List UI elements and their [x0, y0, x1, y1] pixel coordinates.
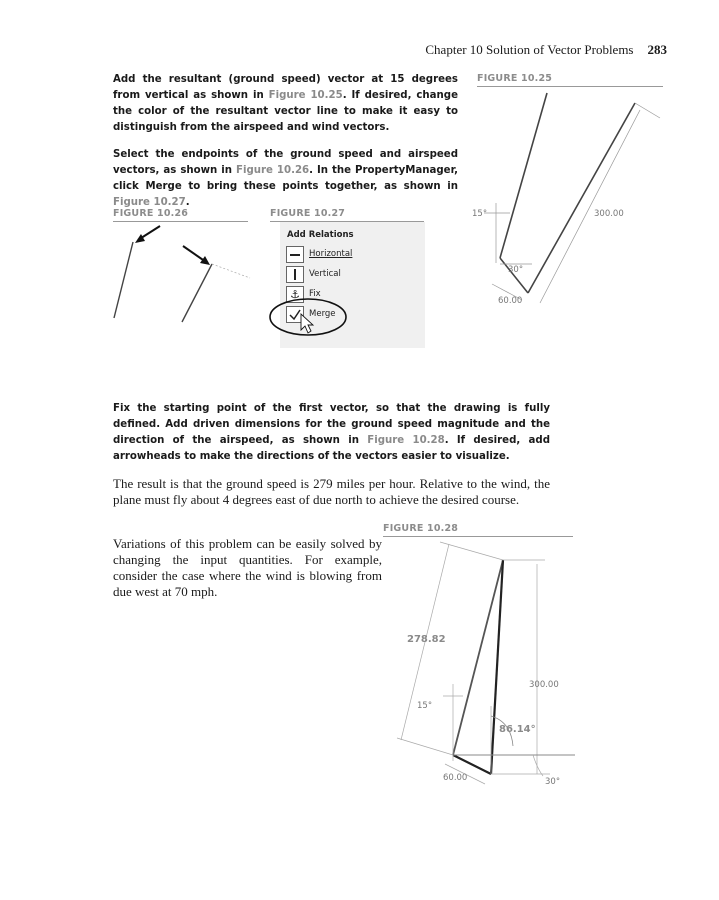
paragraph-result: The result is that the ground speed is 279 miles per hour. Relative to the wind, the plane must fly about 4 degrees east of due north to achieve the desired course. [113, 476, 550, 507]
extension-line-top [440, 542, 503, 560]
figure-10-26-caption: FIGURE 10.26 [113, 208, 248, 222]
cursor-icon [301, 314, 313, 333]
angle-arc-30 [533, 755, 543, 776]
page-number: 283 [647, 42, 667, 57]
figure-10-26-drawing [108, 220, 258, 335]
figure-10-28-caption: FIGURE 10.28 [383, 523, 573, 537]
fix-anchor-icon: ⚓ [286, 286, 304, 303]
relation-label: Merge [309, 309, 336, 319]
wind-vector [500, 258, 528, 293]
paragraph-text: . If desired, change the color of the resultant vector line to make it easy to distinguish from the airspeed and wind vectors. [113, 90, 458, 133]
label-300: 300.00 [529, 680, 559, 690]
add-relations-title: Add Relations [287, 230, 354, 240]
paragraph-text: . [185, 197, 190, 208]
figure-ref-10-28[interactable]: Figure 10.28 [367, 435, 445, 446]
label-15-deg: 15° [417, 701, 433, 711]
horizontal-icon [286, 246, 304, 263]
ground-speed-vector [114, 242, 133, 318]
paragraph-text: Add the resultant (ground speed) vector at 15 degrees from vertical as shown in [113, 74, 458, 101]
relation-label: Fix [309, 289, 321, 299]
airspeed-vector [182, 264, 212, 322]
extension-line-bottom [397, 738, 453, 755]
label-300: 300.00 [594, 209, 624, 219]
paragraph-text: . In the PropertyManager, click Merge to bring these points together, as shown in [113, 165, 458, 192]
label-60: 60.00 [498, 296, 523, 306]
label-27882: 278.82 [407, 634, 446, 645]
ground-speed-vector [500, 93, 547, 258]
paragraph-merge [113, 147, 458, 211]
airspeed-vector [528, 103, 635, 293]
chapter-title: Chapter 10 Solution of Vector Problems [425, 42, 634, 57]
figure-10-28-drawing [385, 536, 585, 816]
relation-vertical[interactable] [286, 266, 341, 283]
construction-line [212, 264, 250, 278]
dim-line-300 [540, 110, 640, 303]
label-30-deg: 30° [545, 777, 561, 787]
relation-horizontal[interactable] [286, 246, 353, 263]
vertical-icon [286, 266, 304, 283]
label-8614-deg: 86.14° [499, 724, 536, 735]
label-60: 60.00 [443, 773, 468, 783]
figure-10-25-drawing [470, 88, 670, 318]
extension-line [635, 103, 660, 118]
paragraph-text: Select the endpoints of the ground speed and airspeed vectors, as shown in [113, 149, 458, 176]
airspeed-vector [491, 560, 503, 774]
relation-label: Horizontal [309, 249, 353, 259]
relation-label: Vertical [309, 269, 341, 279]
figure-ref-10-27[interactable]: Figure 10.27 [113, 197, 186, 208]
figure-ref-10-25[interactable]: Figure 10.25 [268, 90, 343, 101]
paragraph-text: . If desired, add arrowheads to make the directions of the vectors easier to visualize. [113, 435, 550, 462]
paragraph-fix [113, 401, 550, 465]
figure-ref-10-26[interactable]: Figure 10.26 [236, 165, 310, 176]
ground-speed-vector [453, 560, 503, 755]
label-15-deg: 15° [472, 209, 488, 219]
label-30-deg: 30° [508, 265, 524, 275]
figure-10-25-caption: FIGURE 10.25 [477, 73, 663, 87]
running-header [425, 42, 667, 58]
paragraph-text: Fix the starting point of the first vector, so that the drawing is fully defined. Add driven dimensions for the ground speed magnitude and the direction of the airspeed, as shown in [113, 403, 550, 446]
figure-10-27-caption: FIGURE 10.27 [270, 208, 424, 222]
paragraph-resultant [113, 72, 458, 136]
arrowhead-right [200, 256, 210, 265]
paragraph-variations: Variations of this problem can be easily solved by changing the input quantities. For example, consider the case where the wind is blowing from due west at 70 mph. [113, 536, 382, 599]
merge-highlight-overlay [266, 296, 356, 346]
